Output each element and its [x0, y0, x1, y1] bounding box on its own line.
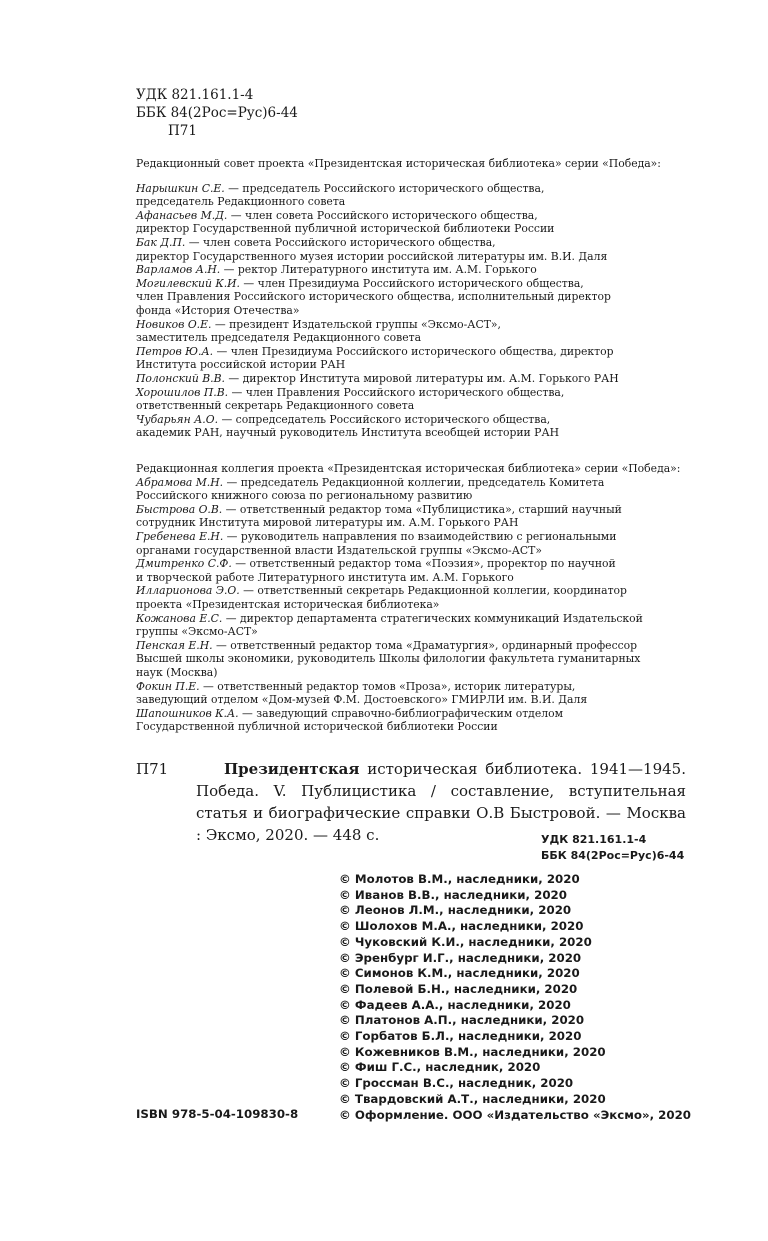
copyright-line: © Твардовский А.Т., наследники, 2020 — [339, 1091, 606, 1106]
member-line — [136, 489, 696, 503]
member-line — [136, 639, 696, 653]
member-entry — [136, 277, 696, 318]
member-role: и творческой работе Литературного института им. А.М. Горького — [136, 570, 514, 584]
member-line — [136, 345, 696, 359]
member-line — [136, 195, 696, 209]
member-line — [136, 331, 696, 345]
member-role: Высшей школы экономики, руководитель Школы филологии факультета гуманитарных — [136, 652, 641, 666]
board-list — [136, 476, 696, 734]
member-name: Гребенева Е.Н. — [136, 529, 224, 543]
member-entry — [136, 707, 696, 734]
member-role: председатель Редакционного совета — [136, 195, 346, 209]
copyright-line: © Эренбург И.Г., наследники, 2020 — [339, 950, 582, 965]
member-entry — [136, 503, 696, 530]
member-entry — [136, 236, 696, 263]
member-line — [136, 386, 696, 400]
member-entry — [136, 318, 696, 345]
member-line — [136, 666, 696, 680]
member-role: проекта «Президентская историческая библиотека» — [136, 597, 440, 611]
member-name: Фокин П.Е. — [136, 679, 200, 693]
member-role: — ответственный секретарь Редакционной коллегии, координатор — [239, 584, 627, 598]
member-role: — член Президиума Российского исторического общества, — [239, 276, 584, 290]
member-role: органами государственной власти Издательской группы «Эксмо-АСТ» — [136, 543, 542, 557]
member-line — [136, 318, 696, 332]
udk-code: УДК 821.161.1-4 — [136, 87, 254, 103]
copyright-line: © Симонов К.М., наследники, 2020 — [339, 966, 580, 981]
member-role: Государственной публичной исторической библиотеки России — [136, 720, 498, 734]
member-name: Полонский В.В. — [136, 371, 225, 385]
member-line — [136, 612, 696, 626]
member-role: — ответственный редактор томов «Проза», историк литературы, — [199, 679, 576, 693]
member-line — [136, 182, 696, 196]
member-line — [136, 530, 696, 544]
member-role: — руководитель направления по взаимодействию с региональными — [223, 529, 617, 543]
classification-codes-bold — [541, 832, 684, 864]
member-line — [136, 652, 696, 666]
member-role: — ответственный редактор тома «Поэзия», проректор по научной — [231, 557, 616, 571]
member-name: Могилевский К.И. — [136, 276, 240, 290]
member-name: Чубарьян А.О. — [136, 412, 219, 426]
member-entry — [136, 345, 696, 372]
member-role: — член Президиума Российского исторического общества, директор — [213, 344, 614, 358]
copyright-line: © Гроссман В.С., наследник, 2020 — [339, 1076, 574, 1091]
member-name: Илларионова Э.О. — [136, 584, 240, 598]
member-role: — директор Института мировой литературы им. А.М. Горького РАН — [224, 371, 619, 385]
member-line — [136, 571, 696, 585]
board-heading: Редакционная коллегия проекта «Президентская историческая библиотека» серии «Победа»: — [136, 462, 681, 475]
biblio-text: историческая библиотека. 1941—1945. Победа. V. Публицистика / составление, вступительная статья и биографические справки О.В Быстровой. — Москва : Эксмо, 2020. — 448 с. — [196, 760, 686, 844]
member-role: — ректор Литературного института им. А.М. Горького — [220, 263, 537, 277]
member-line — [136, 516, 696, 530]
copyright-line: © Иванов В.В., наследники, 2020 — [339, 887, 567, 902]
member-entry — [136, 263, 696, 277]
copyright-line: © Молотов В.М., наследники, 2020 — [339, 872, 580, 886]
copyright-line: © Кожевников В.М., наследники, 2020 — [339, 1044, 606, 1059]
member-role: ответственный секретарь Редакционного совета — [136, 399, 415, 413]
member-entry — [136, 530, 696, 557]
member-entry — [136, 386, 696, 413]
council-list — [136, 182, 696, 440]
member-entry — [136, 612, 696, 639]
member-role: — член совета Российского исторического общества, — [227, 208, 538, 222]
member-role: — президент Издательской группы «Эксмо-АСТ», — [211, 317, 501, 331]
bbk-code-bold: ББК 84(2Рос=Рус)6-44 — [541, 849, 685, 862]
member-role: академик РАН, научный руководитель Института всеобщей истории РАН — [136, 426, 560, 440]
council-heading: Редакционный совет проекта «Президентская историческая библиотека» серии «Победа»: — [136, 157, 661, 170]
member-entry — [136, 209, 696, 236]
member-line — [136, 625, 696, 639]
isbn: ISBN 978-5-04-109830-8 — [136, 1107, 299, 1121]
member-role: сотрудник Института мировой литературы им. А.М. Горького РАН — [136, 516, 519, 530]
member-name: Абрамова М.Н. — [136, 475, 224, 489]
member-name: Хорошилов П.В. — [136, 385, 229, 399]
member-role: — заведующий справочно-библиографическим отделом — [238, 706, 563, 720]
copyright-line: © Фиш Г.С., наследник, 2020 — [339, 1060, 541, 1075]
member-line — [136, 707, 696, 721]
member-role: — директор департамента стратегических коммуникаций Издательской — [222, 611, 643, 625]
member-entry — [136, 639, 696, 680]
member-line — [136, 236, 696, 250]
copyright-line: © Платонов А.П., наследники, 2020 — [339, 1013, 585, 1028]
member-line — [136, 720, 696, 734]
member-entry — [136, 584, 696, 611]
member-role: — председатель Редакционной коллегии, председатель Комитета — [223, 475, 605, 489]
member-name: Нарышкин С.Е. — [136, 181, 225, 195]
udk-code-bold: УДК 821.161.1-4 — [541, 833, 647, 846]
copyright-line: © Горбатов Б.Л., наследники, 2020 — [339, 1029, 582, 1044]
member-line — [136, 476, 696, 490]
editorial-board — [136, 462, 696, 734]
member-role: Института российской истории РАН — [136, 358, 346, 372]
member-entry — [136, 372, 696, 386]
member-line — [136, 399, 696, 413]
copyright-line: © Оформление. ООО «Издательство «Эксмо», 2020 — [339, 1107, 692, 1122]
member-name: Пенская Е.Н. — [136, 638, 213, 652]
copyright-line: © Чуковский К.И., наследники, 2020 — [339, 934, 592, 949]
member-line — [136, 503, 696, 517]
biblio-title: Президентская — [224, 760, 360, 778]
member-line — [136, 544, 696, 558]
member-role: член Правления Российского исторического общества, исполнительный директор — [136, 290, 611, 304]
member-role: заведующий отделом «Дом-музей Ф.М. Достоевского» ГМИРЛИ им. В.И. Даля — [136, 693, 588, 707]
member-entry — [136, 557, 696, 584]
classification-codes — [136, 86, 298, 140]
member-line — [136, 222, 696, 236]
member-name: Шапошников К.А. — [136, 706, 239, 720]
member-name: Дмитренко С.Ф. — [136, 557, 232, 571]
copyright-line: © Леонов Л.М., наследники, 2020 — [339, 903, 572, 918]
member-line — [136, 358, 696, 372]
member-line — [136, 290, 696, 304]
member-name: Бак Д.П. — [136, 235, 186, 249]
member-role: — ответственный редактор тома «Публицистика», старший научный — [222, 502, 622, 516]
member-line — [136, 584, 696, 598]
member-line — [136, 693, 696, 707]
member-role: директор Государственной публичной исторической библиотеки России — [136, 222, 555, 236]
bbk-code: ББК 84(2Рос=Рус)6-44 — [136, 105, 298, 121]
member-role: Российского книжного союза по региональному развитию — [136, 489, 473, 503]
member-role: — сопредседатель Российского исторического общества, — [218, 412, 551, 426]
member-name: Новиков О.Е. — [136, 317, 212, 331]
member-role: — ответственный редактор тома «Драматургия», ординарный профессор — [212, 638, 638, 652]
member-role: заместитель председателя Редакционного совета — [136, 331, 422, 345]
member-line — [136, 263, 696, 277]
member-name: Петров Ю.А. — [136, 344, 214, 358]
member-line — [136, 209, 696, 223]
author-mark: П71 — [168, 123, 197, 139]
member-line — [136, 277, 696, 291]
member-line — [136, 557, 696, 571]
copyright-list — [339, 872, 691, 1123]
member-line — [136, 426, 696, 440]
member-role: — член Правления Российского исторического общества, — [228, 385, 565, 399]
member-line — [136, 372, 696, 386]
member-role: директор Государственного музея истории российской литературы им. В.И. Даля — [136, 249, 608, 263]
member-role: группы «Эксмо-АСТ» — [136, 625, 258, 639]
member-entry — [136, 680, 696, 707]
member-line — [136, 250, 696, 264]
editorial-council — [136, 157, 696, 440]
member-line — [136, 413, 696, 427]
member-name: Афанасьев М.Д. — [136, 208, 228, 222]
member-entry — [136, 182, 696, 209]
member-name: Варламов А.Н. — [136, 263, 221, 277]
member-entry — [136, 413, 696, 440]
biblio-code: П71 — [136, 760, 169, 778]
member-line — [136, 598, 696, 612]
member-name: Кожанова Е.С. — [136, 611, 223, 625]
member-role: фонда «История Отечества» — [136, 303, 300, 317]
copyright-line: © Фадеев А.А., наследники, 2020 — [339, 997, 571, 1012]
copyright-line: © Полевой Б.Н., наследники, 2020 — [339, 981, 578, 996]
member-role: — председатель Российского исторического общества, — [224, 181, 545, 195]
member-line — [136, 680, 696, 694]
member-role: — член совета Российского исторического общества, — [185, 235, 496, 249]
member-name: Быстрова О.В. — [136, 502, 223, 516]
member-role: наук (Москва) — [136, 665, 218, 679]
member-line — [136, 304, 696, 318]
member-entry — [136, 476, 696, 503]
copyright-line: © Шолохов М.А., наследники, 2020 — [339, 919, 584, 934]
